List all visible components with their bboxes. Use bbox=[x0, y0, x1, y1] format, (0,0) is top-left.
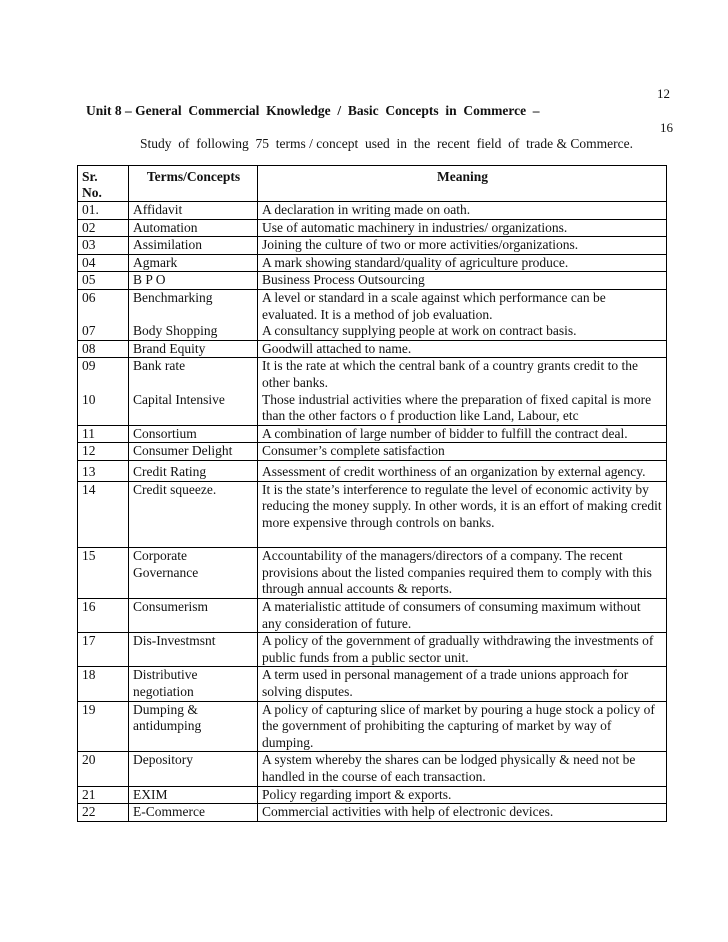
cell-term: Credit Rating bbox=[129, 460, 258, 481]
cell-sr: 14 bbox=[78, 481, 129, 548]
cell-meaning: Policy regarding import & exports. bbox=[258, 786, 667, 804]
cell-meaning: Consumer’s complete satisfaction bbox=[258, 443, 667, 461]
cell-meaning: A system whereby the shares can be lodged physically & need not be handled in the course of each transaction. bbox=[258, 752, 667, 786]
table-row bbox=[78, 804, 667, 822]
cell-meaning: A policy of the government of gradually withdrawing the investments of public funds from a public sector unit. bbox=[258, 633, 667, 667]
cell-term: Consumerism bbox=[129, 599, 258, 633]
cell-sr: 19 bbox=[78, 701, 129, 752]
cell-sr: 09 bbox=[78, 358, 129, 392]
cell-sr: 12 bbox=[78, 443, 129, 461]
terms-table bbox=[77, 165, 667, 822]
cell-meaning: A policy of capturing slice of market by pouring a huge stock a policy of the government of prohibiting the capturing of market by way of dumping. bbox=[258, 701, 667, 752]
cell-meaning: Assessment of credit worthiness of an organization by external agency. bbox=[258, 460, 667, 481]
cell-meaning: Joining the culture of two or more activities/organizations. bbox=[258, 237, 667, 255]
table-row bbox=[78, 323, 667, 340]
cell-sr: 04 bbox=[78, 254, 129, 272]
table-row bbox=[78, 667, 667, 701]
cell-meaning: It is the rate at which the central bank of a country grants credit to the other banks. bbox=[258, 358, 667, 392]
cell-term: Depository bbox=[129, 752, 258, 786]
cell-sr: 21 bbox=[78, 786, 129, 804]
table-row bbox=[78, 752, 667, 786]
cell-sr: 20 bbox=[78, 752, 129, 786]
cell-sr: 02 bbox=[78, 219, 129, 237]
cell-term: E-Commerce bbox=[129, 804, 258, 822]
cell-term: Agmark bbox=[129, 254, 258, 272]
cell-term: Affidavit bbox=[129, 202, 258, 220]
header-meaning: Meaning bbox=[258, 166, 667, 202]
table-row bbox=[78, 481, 667, 548]
cell-term: Capital Intensive bbox=[129, 392, 258, 426]
table-row bbox=[78, 701, 667, 752]
cell-term: Brand Equity bbox=[129, 340, 258, 358]
cell-sr: 08 bbox=[78, 340, 129, 358]
cell-term: Dis-Investmsnt bbox=[129, 633, 258, 667]
cell-term: B P O bbox=[129, 272, 258, 290]
cell-sr: 16 bbox=[78, 599, 129, 633]
table-header-row bbox=[78, 166, 667, 202]
cell-meaning: A consultancy supplying people at work on contract basis. bbox=[258, 323, 667, 340]
cell-term: EXIM bbox=[129, 786, 258, 804]
table-row bbox=[78, 425, 667, 443]
table-row bbox=[78, 460, 667, 481]
cell-meaning: Those industrial activities where the preparation of fixed capital is more than the other factors o f production like Land, Labour, etc bbox=[258, 392, 667, 426]
page-number-top: 12 bbox=[657, 86, 670, 101]
cell-sr: 15 bbox=[78, 548, 129, 599]
table-row bbox=[78, 358, 667, 392]
table-row bbox=[78, 548, 667, 599]
cell-meaning: A combination of large number of bidder to fulfill the contract deal. bbox=[258, 425, 667, 443]
cell-meaning: A level or standard in a scale against which performance can be evaluated. It is a method of job evaluation. bbox=[258, 289, 667, 323]
cell-term: Body Shopping bbox=[129, 323, 258, 340]
table-row bbox=[78, 219, 667, 237]
cell-meaning: It is the state’s interference to regulate the level of economic activity by reducing the money supply. In other words, it is an effort of making credit more expensive through controls on banks. bbox=[258, 481, 667, 548]
cell-sr: 17 bbox=[78, 633, 129, 667]
cell-sr: 07 bbox=[78, 323, 129, 340]
cell-term: Benchmarking bbox=[129, 289, 258, 323]
cell-sr: 22 bbox=[78, 804, 129, 822]
table-body bbox=[78, 202, 667, 822]
cell-meaning: A mark showing standard/quality of agriculture produce. bbox=[258, 254, 667, 272]
table-row bbox=[78, 237, 667, 255]
cell-meaning: A term used in personal management of a trade unions approach for solving disputes. bbox=[258, 667, 667, 701]
cell-sr: 18 bbox=[78, 667, 129, 701]
cell-term: Assimilation bbox=[129, 237, 258, 255]
table-row bbox=[78, 202, 667, 220]
cell-meaning: Goodwill attached to name. bbox=[258, 340, 667, 358]
cell-meaning: Use of automatic machinery in industries/ organizations. bbox=[258, 219, 667, 237]
table-row bbox=[78, 289, 667, 323]
cell-sr: 01. bbox=[78, 202, 129, 220]
table-row bbox=[78, 599, 667, 633]
cell-meaning: Accountability of the managers/directors of a company. The recent provisions about the listed companies required them to comply with this through annual accounts & reports. bbox=[258, 548, 667, 599]
cell-sr: 10 bbox=[78, 392, 129, 426]
table-row bbox=[78, 786, 667, 804]
cell-term: Corporate Governance bbox=[129, 548, 258, 599]
header-terms: Terms/Concepts bbox=[129, 166, 258, 202]
cell-meaning: Business Process Outsourcing bbox=[258, 272, 667, 290]
cell-term: Bank rate bbox=[129, 358, 258, 392]
cell-term: Credit squeeze. bbox=[129, 481, 258, 548]
header-sr-no: Sr. No. bbox=[78, 166, 129, 202]
cell-meaning: A materialistic attitude of consumers of consuming maximum without any consideration of future. bbox=[258, 599, 667, 633]
cell-term: Distributive negotiation bbox=[129, 667, 258, 701]
page-number-second: 16 bbox=[660, 120, 673, 135]
table-row bbox=[78, 272, 667, 290]
cell-sr: 13 bbox=[78, 460, 129, 481]
cell-sr: 05 bbox=[78, 272, 129, 290]
cell-meaning: Commercial activities with help of electronic devices. bbox=[258, 804, 667, 822]
cell-term: Consumer Delight bbox=[129, 443, 258, 461]
page-subtitle: Study of following 75 terms / concept used in the recent field of trade & Commerce. bbox=[140, 136, 634, 151]
table-row bbox=[78, 443, 667, 461]
cell-term: Dumping & antidumping bbox=[129, 701, 258, 752]
table-row bbox=[78, 254, 667, 272]
cell-term: Consortium bbox=[129, 425, 258, 443]
cell-sr: 03 bbox=[78, 237, 129, 255]
table-row bbox=[78, 392, 667, 426]
unit-heading: Unit 8 – General Commercial Knowledge / Basic Concepts in Commerce – bbox=[86, 103, 540, 118]
table-row bbox=[78, 340, 667, 358]
table-row bbox=[78, 633, 667, 667]
cell-sr: 11 bbox=[78, 425, 129, 443]
cell-term: Automation bbox=[129, 219, 258, 237]
cell-meaning: A declaration in writing made on oath. bbox=[258, 202, 667, 220]
cell-sr: 06 bbox=[78, 289, 129, 323]
